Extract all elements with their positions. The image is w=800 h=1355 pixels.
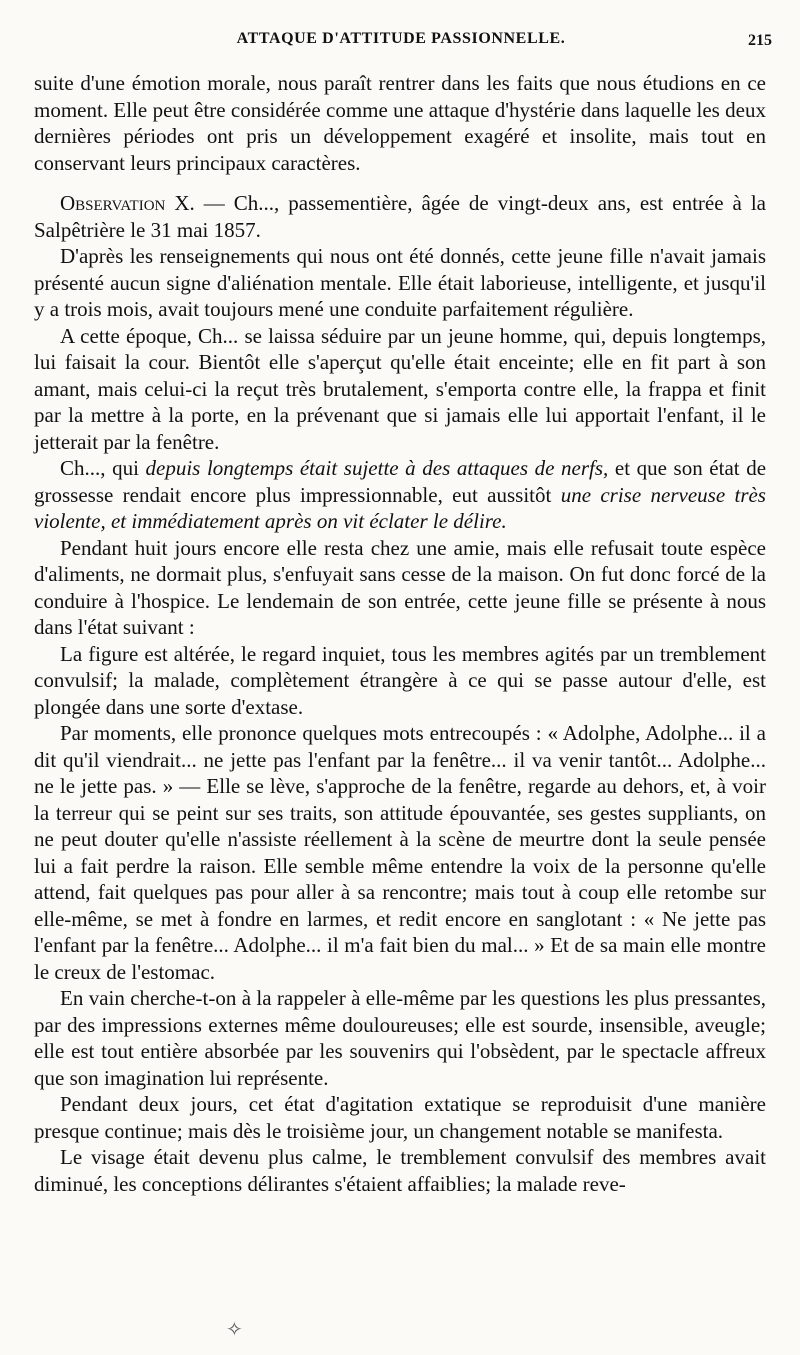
observation-label: Observation X. —	[60, 191, 225, 215]
paragraph-observation	[34, 190, 766, 243]
page-header	[30, 30, 772, 54]
running-title: ATTAQUE D'ATTITUDE PASSIONNELLE.	[236, 30, 566, 47]
crisis-text-start: Ch..., qui	[60, 456, 146, 480]
crisis-italic-1: depuis longtemps était sujette à des attaques de nerfs,	[145, 456, 609, 480]
paragraph-episode: Par moments, elle prononce quelques mots entrecoupés : « Adolphe, Adolphe... il a dit qu'il viendrait... ne jette pas l'enfant par la fenêtre... il va venir tantôt... Adolphe... ne le jette pas. » — Elle se lève, s'approche de la fenêtre, regarde au dehors, et, à voir la terreur qui se peint sur ses traits, son attitude épouvantée, ses gestes suppliants, on ne peut douter qu'elle n'assiste réellement à la scène de meurtre dont la seule pensée lui a fait perdre la raison. Elle semble même entendre la voix de la personne qu'elle attend, fait quelques pas pour aller à sa rencontre; mais tout à coup elle retombe sur elle-même, se met à fondre en larmes, et redit encore en sanglotant : « Ne jette pas l'enfant par la fenêtre... Adolphe... il m'a fait bien du mal... » Et de sa main elle montre le creux de l'estomac.	[34, 721, 766, 984]
paragraph-crisis	[34, 455, 766, 535]
printer-ornament-mark: ✧	[226, 1317, 243, 1341]
paragraph-seduction: A cette époque, Ch... se laissa séduire par un jeune homme, qui, depuis longtemps, lui faisait la cour. Bientôt elle s'aperçut qu'elle était enceinte; elle en fit part à son amant, mais celui-ci la reçut très brutalement, s'emporta contre elle, la frappa et finit par la mettre à la porte, en la prévenant que si jamais elle lui apportait l'enfant, il le jetterait par la fenêtre.	[34, 323, 766, 454]
crisis-italic-2: une crise nerveuse très violente, et immédiatement après on vit éclater le délire.	[34, 482, 766, 533]
paragraph-symptoms: La figure est altérée, le regard inquiet, tous les membres agités par un tremblement convulsif; la malade, complètement étrangère à ce qui se passe autour d'elle, est plongée dans une sorte d'extase.	[34, 641, 766, 719]
paragraph-calmer: Le visage était devenu plus calme, le tremblement convulsif des membres avait diminué, les conceptions délirantes s'étaient affaiblies; la malade reve-	[34, 1145, 766, 1196]
crisis-text-middle: et que son état de grossesse rendait encore plus impressionnable, eut aussitôt	[34, 456, 767, 507]
page-number: 215	[748, 32, 772, 49]
paragraph-background: D'après les renseignements qui nous ont été donnés, cette jeune fille n'avait jamais présenté aucun signe d'aliénation mentale. Elle était laborieuse, intelligente, et jusqu'il y a trois mois, avait toujours mené une conduite parfaitement régulière.	[34, 244, 766, 321]
paragraph-insensible: En vain cherche-t-on à la rappeler à elle-même par les questions les plus pressantes, par des impressions externes même douloureuses; elle est sourde, insensible, aveugle; elle est tout entière absorbée par les souvenirs qui l'obsèdent, par le spectacle affreux que son imagination lui représente.	[34, 986, 766, 1090]
paragraph-two-days: Pendant deux jours, cet état d'agitation extatique se reproduisit d'une manière presque continue; mais dès le troisième jour, un changement notable se manifesta.	[34, 1092, 766, 1143]
paragraph-intro: suite d'une émotion morale, nous paraît rentrer dans les faits que nous étudions en ce moment. Elle peut être considérée comme une attaque d'hystérie dans laquelle les deux dernières périodes ont pris un développement exagéré et insolite, mais tout en conservant leurs principaux caractères.	[34, 71, 766, 175]
observation-text: Ch..., passementière, âgée de vingt-deux ans, est entrée à la Salpêtrière le 31 mai 1857.	[34, 191, 766, 242]
paragraph-hospice: Pendant huit jours encore elle resta chez une amie, mais elle refusait toute espèce d'aliments, ne dormait plus, s'enfuyait sans cesse de la maison. On fut donc forcé de la conduire à l'hospice. Le lendemain de son entrée, cette jeune fille se présente à nous dans l'état suivant :	[34, 535, 766, 639]
body-text	[34, 70, 766, 1197]
